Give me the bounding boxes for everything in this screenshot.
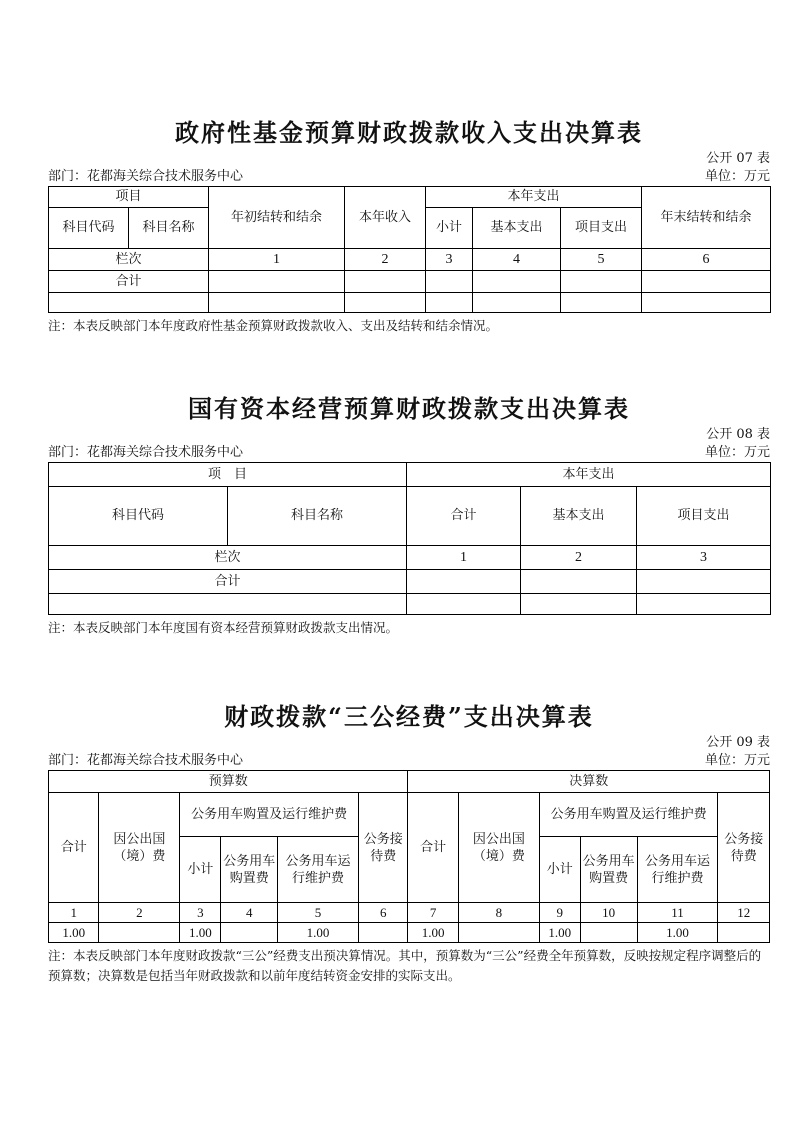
table-cell [561,293,642,313]
table-cell [637,570,771,594]
table2-code: 公开 08 表 [706,427,770,442]
table3-col-num: 12 [718,903,770,923]
table3-header-vehicle: 公务用车购置及运行维护费 [539,793,718,837]
table3 [48,770,770,943]
table2-meta [48,444,770,462]
table1-header-code: 科目代码 [49,208,129,249]
table3-header-purchase: 公务用车购置费 [221,837,278,903]
table3-value [99,923,180,943]
table3-meta [48,752,770,770]
table3-header-budget: 预算数 [49,771,408,793]
table-cell [642,271,771,293]
table3-header-reception: 公务接待费 [359,793,408,903]
table3-header-total: 合计 [408,793,458,903]
table-cell [637,594,771,615]
section-fund-budget [48,116,770,336]
table1-col-num: 5 [561,249,642,271]
table3-value [580,923,637,943]
table1-unit: 单位：万元 [704,169,770,184]
table2-title: 国有资本经营预算财政拨款支出决算表 [188,394,630,423]
table3-header-subtotal: 小计 [180,837,221,903]
table2-header-basic: 基本支出 [521,487,637,546]
table-cell [345,293,426,313]
table1 [48,186,771,313]
table3-col-num: 11 [637,903,718,923]
table-cell [407,570,521,594]
table2-col-num: 1 [407,546,521,570]
table1-dept: 部门：花都海关综合技术服务中心 [48,169,244,184]
table-cell [426,293,473,313]
table1-header-name: 科目名称 [129,208,209,249]
table3-value [718,923,770,943]
table2-header-name: 科目名称 [228,487,407,546]
table3-col-num: 5 [278,903,359,923]
table3-header-vehicle: 公务用车购置及运行维护费 [180,793,359,837]
table-cell [345,271,426,293]
table2-header-code: 科目代码 [49,487,228,546]
table1-col-num: 2 [345,249,426,271]
table3-header-reception: 公务接待费 [718,793,770,903]
table2-header-expense: 本年支出 [407,463,771,487]
table3-header-total: 合计 [49,793,99,903]
table1-title: 政府性基金预算财政拨款收入支出决算表 [175,118,643,147]
table3-code: 公开 09 表 [706,735,770,750]
table3-col-num: 2 [99,903,180,923]
table3-title: 财政拨款“三公经费”支出决算表 [224,702,594,731]
table2-row-total-label: 合计 [49,570,407,594]
table1-header-project: 项目支出 [561,208,642,249]
table1-row-col-label: 栏次 [49,249,209,271]
table3-value: 1.00 [180,923,221,943]
table1-col-num: 3 [426,249,473,271]
table-cell [521,570,637,594]
table1-note: 注：本表反映部门本年度政府性基金预算财政拨款收入、支出及结转和结余情况。 [48,318,499,333]
table3-value: 1.00 [539,923,580,943]
table1-code: 公开 07 表 [706,151,770,166]
table3-col-num: 9 [539,903,580,923]
table2-dept: 部门：花都海关综合技术服务中心 [48,445,244,460]
table1-col-num: 4 [473,249,561,271]
table3-header-abroad: 因公出国（境）费 [99,793,180,903]
table3-col-num: 8 [458,903,539,923]
section-state-capital [48,392,770,638]
table2-row-col-label: 栏次 [49,546,407,570]
table-cell [521,594,637,615]
table3-value [458,923,539,943]
table3-unit: 单位：万元 [704,753,770,768]
table3-value: 1.00 [278,923,359,943]
table3-dept: 部门：花都海关综合技术服务中心 [48,753,244,768]
table2-header-item: 项 目 [49,463,407,487]
table3-note: 注：本表反映部门本年度财政拨款“三公”经费支出预决算情况。其中，预算数为“三公”经费全年预算数，反映按规定程序调整后的预算数；决算数是包括当年财政拨款和以前年度结转资金安排的实际支出。 [48,948,762,983]
table2-unit: 单位：万元 [704,445,770,460]
table-cell [561,271,642,293]
table3-col-num: 10 [580,903,637,923]
table1-col-num: 1 [209,249,345,271]
table3-header-subtotal: 小计 [539,837,580,903]
table3-header-operation: 公务用车运行维护费 [637,837,718,903]
table1-row-total-label: 合计 [49,271,209,293]
table3-col-num: 3 [180,903,221,923]
table1-header-subtotal: 小计 [426,208,473,249]
table1-header-income: 本年收入 [345,187,426,249]
table3-header-purchase: 公务用车购置费 [580,837,637,903]
table-cell [49,594,407,615]
table1-header-basic: 基本支出 [473,208,561,249]
table3-col-num: 7 [408,903,458,923]
table2 [48,462,771,615]
table-cell [49,293,209,313]
table1-col-num: 6 [642,249,771,271]
table1-meta [48,168,770,186]
table3-header-operation: 公务用车运行维护费 [278,837,359,903]
table3-value: 1.00 [49,923,99,943]
table3-header-abroad: 因公出国（境）费 [458,793,539,903]
table1-header-begin: 年初结转和结余 [209,187,345,249]
table3-header-final: 决算数 [408,771,770,793]
table2-header-project: 项目支出 [637,487,771,546]
table-cell [209,271,345,293]
table1-header-end: 年末结转和结余 [642,187,771,249]
table2-note: 注：本表反映部门本年度国有资本经营预算财政拨款支出情况。 [48,620,399,635]
table-cell [209,293,345,313]
table2-col-num: 3 [637,546,771,570]
table3-value: 1.00 [408,923,458,943]
table3-value [221,923,278,943]
table-cell [407,594,521,615]
section-three-public [48,700,770,986]
table2-header-total: 合计 [407,487,521,546]
table3-col-num: 6 [359,903,408,923]
table-cell [426,271,473,293]
table1-header-expense: 本年支出 [426,187,642,208]
table-cell [473,293,561,313]
table3-value: 1.00 [637,923,718,943]
table-cell [642,293,771,313]
table3-value [359,923,408,943]
table2-col-num: 2 [521,546,637,570]
table3-col-num: 4 [221,903,278,923]
table-cell [473,271,561,293]
table1-header-item: 项目 [49,187,209,208]
table3-col-num: 1 [49,903,99,923]
